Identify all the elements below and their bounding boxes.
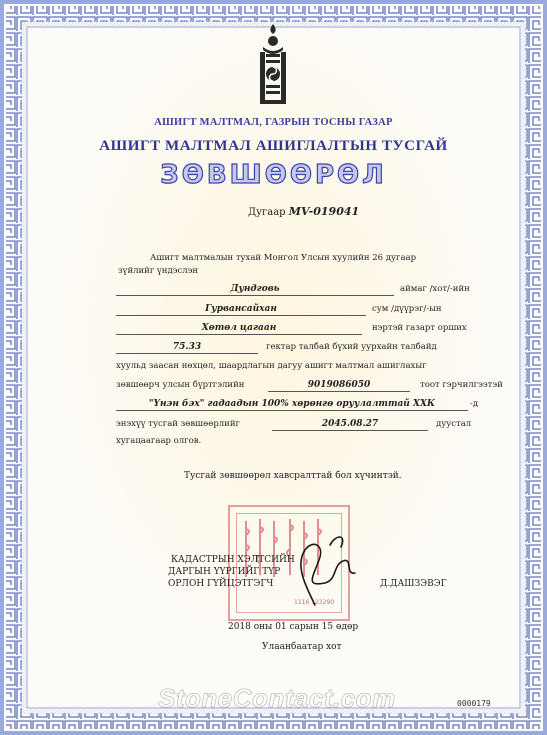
intro-line-1: Ашигт малтмалын тухай Монгол Улсын хуулийн 26 дугаар: [150, 253, 417, 263]
intro-line-2: зүйлийг үндэслэн: [118, 266, 199, 276]
validity-date: 2045.08.27: [272, 418, 428, 431]
aimag-value: Дундговь: [116, 283, 394, 296]
validity-line-2: хугацаагаар олгов.: [116, 436, 202, 446]
permit-number-label: Дугаар: [248, 207, 286, 218]
issue-date: 2018 оны 01 сарын 15 өдөр: [228, 622, 359, 632]
soyombo-emblem-icon: [254, 22, 292, 108]
serial-number: 0000179: [457, 699, 491, 708]
validity-suffix: дуустал: [436, 419, 472, 429]
conditions-line: хуульд заасан нөхцөл, шаардлагын дагуу ашигт малтмал ашиглахыг: [116, 361, 427, 371]
area-value: 75.33: [116, 341, 258, 354]
aimag-suffix: аймаг /хот/-ийн: [400, 284, 470, 294]
registration-number: 9019086050: [268, 379, 410, 392]
closing-statement: Тусгай зөвшөөрөл хавсралттай бол хүчинтэй.: [184, 471, 402, 481]
signatory-title-1: КАДАСТРЫН ХЭЛТСИЙН: [171, 555, 295, 565]
signatory-title-2: ДАРГЫН ҮҮРГИЙГ ТҮР: [168, 567, 281, 577]
handwritten-signature: [275, 525, 375, 610]
watermark: StoneContact.com: [158, 683, 396, 713]
document-title: АШИГТ МАЛТМАЛ АШИГЛАЛТЫН ТУСГАЙ: [99, 138, 448, 154]
registration-prefix: зөвшөөрч улсын бүртгэлийн: [116, 380, 245, 390]
area-suffix: гектар талбай бүхий уурхайн талбайд: [266, 342, 437, 352]
permit-number: [248, 205, 359, 218]
validity-prefix: энэхүү тусгай зөвшөөрлийг: [116, 419, 240, 429]
place-suffix: нэртэй газарт орших: [372, 323, 467, 333]
signatory-name: Д.ДАШЗЭВЭГ: [380, 579, 447, 589]
organization-name: АШИГТ МАЛТМАЛ, ГАЗРЫН ТОСНЫ ГАЗАР: [154, 117, 393, 128]
stamp-number: 1116 123290: [294, 599, 335, 606]
place-value: Хөтөл цагаан: [116, 322, 362, 335]
issue-city: Улаанбаатар хот: [262, 642, 342, 652]
permit-number-value: MV-019041: [288, 205, 360, 218]
sum-value: Гурвансайхан: [116, 303, 366, 316]
company-name: "Үнэн бэх" гадаадын 100% хөрөнгө оруулалттай ХХК: [116, 398, 468, 411]
signatory-title-3: ОРЛОН ГҮЙЦЭТГЭГЧ: [168, 579, 274, 589]
company-suffix: -д: [470, 399, 479, 409]
permit-heading: ЗӨВШӨӨРӨЛ: [160, 160, 387, 190]
registration-suffix: тоот гэрчилгээтэй: [420, 380, 503, 390]
sum-suffix: сум /дүүрэг/-ын: [372, 304, 442, 314]
